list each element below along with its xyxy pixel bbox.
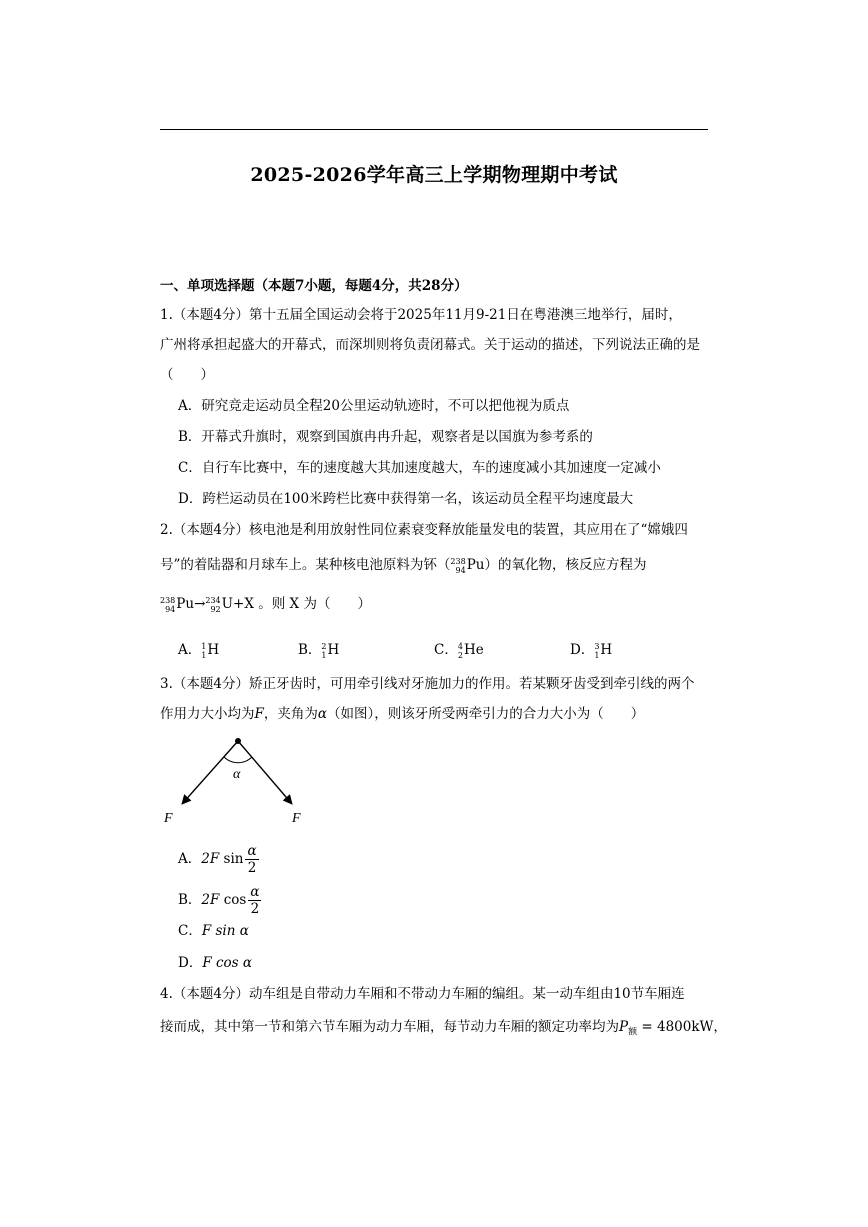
q3-option-d: D．F cos α (178, 955, 253, 971)
eq-tail: +X 。则 X 为（ ） (233, 596, 371, 612)
q2-option-b: B． 2 1 H (298, 641, 340, 660)
pu-symbol: Pu (466, 557, 485, 573)
section-heading: 一、单项选择题（本题7小题，每题4分，共28分） (160, 278, 468, 294)
q2-text: 号”的着陆器和月球车上。某种核电池原料为钚（ (160, 557, 451, 573)
eq-pu-symbol: Pu (176, 596, 195, 612)
eq-u-symbol: U (221, 596, 234, 612)
q1-option-c: C．自行车比赛中，车的速度越大其加速度越大，车的速度减小其加速度一定减小 (178, 460, 661, 476)
q4-stem-line2: 接而成，其中第一节和第六节车厢为动力车厢，每节动力车厢的额定功率均为$P_额 = 4800kW$， (160, 1019, 727, 1038)
force-diagram (160, 732, 320, 832)
q1-option-a: A．研究竞走运动员全程20公里运动轨迹时，不可以把他视为质点 (178, 398, 570, 414)
q1-stem-line1: 1.（本题4分）第十五届全国运动会将于2025年11月9-21日在粤港澳三地举行，届时， (160, 307, 682, 323)
angle-label: α (233, 767, 241, 782)
q2-stem-line2 (160, 556, 646, 575)
q3-stem-line2: 作用力大小均为F，夹角为α（如图），则该牙所受两牵引力的合力大小为（ ） (160, 706, 645, 722)
q2-option-a: A． 1 1 H (178, 641, 220, 660)
q1-answer-bracket: （ ） (160, 367, 214, 383)
q3-option-c: C．F sin α (178, 923, 249, 939)
q3-option-b: B．2F cos $\frac{\alpha}{2}$ (178, 884, 260, 917)
q2-option-d: D． 3 1 H (570, 641, 613, 660)
q2-stem-line1: 2.（本题4分）核电池是利用放射性同位素衰变释放能量发电的装置，其应用在了“嫦娥四 (160, 522, 688, 538)
q3-stem-line1: 3.（本题4分）矫正牙齿时，可用牵引线对牙施加力的作用。若某颗牙齿受到牵引线的两个 (160, 676, 695, 692)
force-arrow-right (238, 741, 292, 804)
angle-arc (224, 757, 252, 763)
q1-stem-line2: 广州将承担起盛大的开幕式，而深圳则将负责闭幕式。关于运动的描述，下列说法正确的是 (160, 337, 700, 353)
page-title: 2025-2026学年高三上学期物理期中考试 (250, 164, 618, 186)
q2-option-c: C． 4 2 He (434, 641, 484, 660)
q1-option-d: D．跨栏运动员在100米跨栏比赛中获得第一名，该运动员全程平均速度最大 (178, 491, 634, 507)
eq-u-index: 234 92 (205, 595, 221, 614)
eq-pu-index: 238 94 (160, 595, 176, 614)
q2-equation (160, 595, 371, 614)
force-arrow-left (182, 741, 238, 804)
q1-option-b: B．开幕式升旗时，观察到国旗冉冉升起，观察者是以国旗为参考系的 (178, 429, 593, 445)
q3-option-a: A．2F sin $\frac{\alpha}{2}$ (178, 843, 257, 876)
force-label-right: F (292, 811, 301, 826)
force-label-left: F (164, 811, 173, 826)
q4-stem-line1: 4.（本题4分）动车组是自带动力车厢和不带动力车厢的编组。某一动车组由10节车厢连 (160, 986, 685, 1002)
pu-nuclide-index: 238 94 (450, 556, 466, 575)
arrow-icon: → (194, 596, 206, 612)
header-rule (160, 129, 708, 130)
q2-text-tail: ）的氧化物，核反应方程为 (484, 557, 647, 573)
